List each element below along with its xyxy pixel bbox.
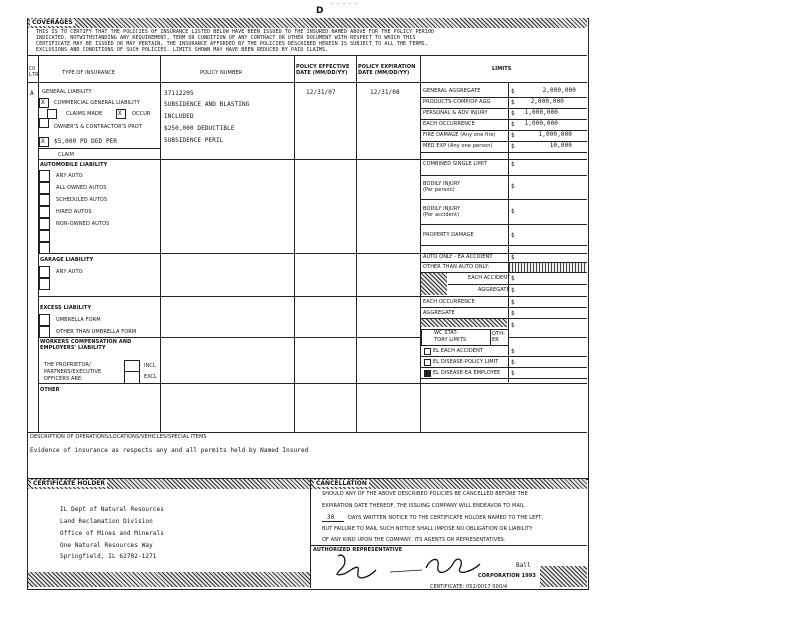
gl-deductible-mark: X xyxy=(41,138,45,145)
auto-any-checkbox[interactable] xyxy=(39,170,50,182)
notice-line-3: CERTIFICATE MAY BE ISSUED OR MAY PERTAIN, THE INSURANCE AFFORDED BY THE POLICIES DESCRIBED HEREIN IS SUBJECT TO ALL THE TERMS, xyxy=(36,41,428,47)
co-ltr-header: CO LTR xyxy=(29,66,39,78)
auto-dollar-3: $ xyxy=(511,232,515,239)
garage-limit-other: OTHER THAN AUTO ONLY: xyxy=(423,264,490,270)
signer-name: Ball xyxy=(516,562,531,569)
workers-incl-excl-box[interactable] xyxy=(124,360,140,384)
gl-limit-label-2: PERSONAL & ADV INJURY xyxy=(423,110,488,116)
gl-policy-line-1: 37112205 xyxy=(164,90,194,97)
gl-amount-1: 2,000,000 xyxy=(530,98,564,105)
gl-dollar-3: $ xyxy=(511,121,515,128)
workers-prop-3: OFFICERS ARE: xyxy=(44,376,84,382)
holder-line-1: IL Dept of Natural Resources xyxy=(60,506,164,513)
cancel-line-2: EXPIRATION DATE THEREOF, THE ISSUING COMPANY WILL ENDEAVOR TO MAIL xyxy=(322,503,525,509)
auto-limit-bi-person: BODILY INJURY xyxy=(423,181,461,187)
auto-dollar-0: $ xyxy=(511,161,515,168)
excess-dollar-0: $ xyxy=(511,299,515,306)
excess-limit-each: EACH OCCURRENCE xyxy=(423,299,475,305)
gl-claims-mark: X xyxy=(118,110,122,117)
description-text: Evidence of insurance as respects any and all permits held by Named Insured xyxy=(30,447,309,454)
type-header: TYPE OF INSURANCE xyxy=(62,70,116,76)
garage-limit-ea: AUTO ONLY - EA ACCIDENT xyxy=(423,254,493,260)
garage-hatch-a xyxy=(509,263,587,272)
gl-policy-line-3: INCLUDED xyxy=(164,113,194,120)
garage-dollar-1: $ xyxy=(511,275,515,282)
garage-limit-agg: AGGREGATE xyxy=(478,287,510,293)
garage-item-any: ANY AUTO xyxy=(56,269,83,275)
holder-line-4: One Natural Resources Way xyxy=(60,542,153,549)
gl-amount-0: 2,000,000 xyxy=(542,87,576,94)
wc-el-each-checkbox[interactable] xyxy=(424,348,431,355)
cancel-line-3: DAYS WRITTEN NOTICE TO THE CERTIFICATE HOLDER NAMED TO THE LEFT, xyxy=(348,515,544,521)
wc-oth: OTH- ER xyxy=(492,331,505,343)
garage-dollar-0: $ xyxy=(511,254,515,261)
gl-dollar-5: $ xyxy=(511,143,515,150)
holder-line-5: Springfield, IL 62702-1271 xyxy=(60,553,157,560)
auto-limit-bi-person-sub: (Per person) xyxy=(423,187,455,193)
excess-title: EXCESS LIABILITY xyxy=(40,305,92,311)
auto-item-hired: HIRED AUTOS xyxy=(56,209,92,215)
gl-amount-4: 1,000,000 xyxy=(538,131,572,138)
notice-line-2: INDICATED. NOTWITHSTANDING ANY REQUIREMENT, TERM OR CONDITION OF ANY CONTRACT OR OTHER DOCUMENT WITH RESPECT TO WHICH THIS xyxy=(36,35,416,41)
garage-limit-each: EACH ACCIDENT xyxy=(468,275,511,281)
cancel-days: 30 xyxy=(327,514,335,521)
workers-title-2: EMPLOYERS' LIABILITY xyxy=(40,345,106,351)
auto-title: AUTOMOBILE LIABILITY xyxy=(40,162,108,168)
notice-line-4: EXCLUSIONS AND CONDITIONS OF SUCH POLICIES. LIMITS SHOWN MAY HAVE BEEN REDUCED BY PAID CLAIMS. xyxy=(36,47,329,53)
wc-el-employee-checkbox[interactable] xyxy=(424,370,431,377)
auto-nonowned-checkbox[interactable] xyxy=(39,218,50,230)
excess-limit-agg: AGGREGATE xyxy=(423,310,455,316)
description-title: DESCRIPTION OF OPERATIONS/LOCATIONS/VEHICLES/SPECIAL ITEMS xyxy=(30,434,207,440)
auto-scheduled-checkbox[interactable] xyxy=(39,194,50,206)
holder-bottom-band xyxy=(28,572,310,587)
gl-limit-label-4: FIRE DAMAGE (Any one fire) xyxy=(423,132,496,138)
workers-incl: INCL xyxy=(144,363,156,369)
gl-co-ltr: A xyxy=(30,90,34,97)
cancel-line-5: OF ANY KIND UPON THE COMPANY, ITS AGENTS OR REPRESENTATIVES. xyxy=(322,537,506,543)
workers-excl: EXCL xyxy=(144,374,157,380)
certificate-footer: CERTIFICATE: 052/0017 000/4 xyxy=(430,584,508,590)
auto-item-owned: ALL OWNED AUTOS xyxy=(56,185,107,191)
cancel-line-1: SHOULD ANY OF THE ABOVE DESCRIBED POLICIES BE CANCELLED BEFORE THE xyxy=(322,491,528,497)
auto-limit-pd: PROPERTY DAMAGE xyxy=(423,232,474,238)
corporation-label: CORPORATION 1993 xyxy=(478,573,536,579)
gl-amount-5: 10,000 xyxy=(549,142,572,149)
auto-dollar-2: $ xyxy=(511,208,515,215)
gl-limit-label-3: EACH OCCURRENCE xyxy=(423,121,475,127)
limits-header: LIMITS xyxy=(492,66,512,72)
auto-blank-checkbox-1[interactable] xyxy=(39,230,50,242)
gl-dollar-0: $ xyxy=(511,88,515,95)
auto-owned-checkbox[interactable] xyxy=(39,182,50,194)
eff-date-header: POLICY EFFECTIVE DATE (MM/DD/YY) xyxy=(296,64,350,76)
wc-dollar-0: $ xyxy=(511,348,515,355)
gl-dollar-4: $ xyxy=(511,132,515,139)
wc-limit-employee: EL DISEASE-EA EMPLOYEE xyxy=(433,370,501,376)
gl-eff-date: 12/31/07 xyxy=(306,89,336,96)
corp-hatch xyxy=(540,566,587,587)
wc-stat: TORY LIMITS xyxy=(434,337,467,343)
auto-item-nonowned: NON-OWNED AUTOS xyxy=(56,221,110,227)
gl-claim-label: CLAIM xyxy=(58,152,75,158)
gl-deductible-label: $5,000 PD DED PER xyxy=(54,138,118,145)
holder-line-3: Office of Mines and Minerals xyxy=(60,530,164,537)
gl-dollar-1: $ xyxy=(511,99,515,106)
gl-blank-checkbox[interactable] xyxy=(39,118,49,128)
coverages-band xyxy=(28,18,587,28)
garage-blank-checkbox[interactable] xyxy=(39,278,50,290)
gl-commercial-label: COMMERCIAL GENERAL LIABILITY xyxy=(54,100,140,106)
gl-limit-label-1: PRODUCTS-COMP/OP AGG xyxy=(423,99,491,105)
workers-prop-1: THE PROPRIETOR/ xyxy=(44,362,91,368)
workers-prop-2: PARTNERS/EXECUTIVE xyxy=(44,369,102,375)
garage-title: GARAGE LIABILITY xyxy=(40,257,94,263)
gl-occur-label: OCCUR xyxy=(132,111,151,117)
gl-amount-3: 1,000,000 xyxy=(524,120,558,127)
auto-limit-csl: COMBINED SINGLE LIMIT xyxy=(423,161,487,167)
gl-dollar-2: $ xyxy=(511,110,515,117)
excess-item-other: OTHER THAN UMBRELLA FORM xyxy=(56,329,137,335)
form-frame xyxy=(27,18,589,480)
garage-any-checkbox[interactable] xyxy=(39,266,50,278)
wc-el-policy-checkbox[interactable] xyxy=(424,359,431,366)
other-title: OTHER xyxy=(40,387,60,393)
gl-title: GENERAL LIABILITY xyxy=(42,89,92,95)
notice-line-1: THIS IS TO CERTIFY THAT THE POLICIES OF INSURANCE LISTED BELOW HAVE BEEN ISSUED TO THE INSURED NAMED ABOVE FOR THE POLICY PERIOD xyxy=(36,29,435,35)
gl-commercial-mark: X xyxy=(41,99,45,106)
gl-claims-made-label: CLAIMS MADE xyxy=(66,111,103,117)
cancel-line-4: BUT FAILURE TO MAIL SUCH NOTICE SHALL IMPOSE NO OBLIGATION OR LIABILITY xyxy=(322,526,533,532)
wc-limit-each: EL EACH ACCIDENT xyxy=(433,348,484,354)
gl-owners-label: OWNER'S & CONTRACTOR'S PROT xyxy=(54,124,142,130)
policy-number-header: POLICY NUMBER xyxy=(200,70,243,76)
authorized-label: AUTHORIZED REPRESENTATIVE xyxy=(313,547,403,553)
auto-item-any: ANY AUTO xyxy=(56,173,83,179)
excess-item-umbrella: UMBRELLA FORM xyxy=(56,317,101,323)
auto-dollar-1: $ xyxy=(511,183,515,190)
wc-stat-top: WC STAT- xyxy=(434,330,459,336)
gl-amount-2: 1,000,000 xyxy=(524,109,558,116)
auto-limit-bi-accident-sub: (Per accident) xyxy=(423,212,460,218)
top-fragment: . . . . . xyxy=(330,0,358,6)
gl-exp-date: 12/31/08 xyxy=(370,89,400,96)
cancellation-title: CANCELLATION xyxy=(316,480,367,487)
gl-limit-label-5: MED EXP (Any one person) xyxy=(423,143,493,149)
gl-policy-line-4: $250,000 DEDUCTIBLE xyxy=(164,125,235,132)
garage-dollar-2: $ xyxy=(511,287,515,294)
gl-limit-label-0: GENERAL AGGREGATE xyxy=(423,88,481,94)
excess-dollar-2: $ xyxy=(511,322,515,329)
coverages-label: COVERAGES xyxy=(32,19,73,26)
wc-dollar-1: $ xyxy=(511,359,515,366)
holder-line-2: Land Reclamation Division xyxy=(60,518,153,525)
header-letter: D xyxy=(316,6,324,16)
auto-hired-checkbox[interactable] xyxy=(39,206,50,218)
gl-policy-line-2: SUBSIDENCE AND BLASTING xyxy=(164,101,250,108)
wc-limit-policy: EL DISEASE-POLICY LIMIT xyxy=(433,359,499,365)
workers-title-1: WORKERS COMPENSATION AND xyxy=(40,339,132,345)
garage-hatch-b xyxy=(421,273,447,295)
excess-umbrella-checkbox[interactable] xyxy=(39,314,50,326)
excess-dollar-1: $ xyxy=(511,310,515,317)
gl-policy-line-5: SUBSIDENCE PERIL xyxy=(164,137,224,144)
auto-limit-bi-accident: BODILY INJURY xyxy=(423,206,461,212)
holder-title: CERTIFICATE HOLDER xyxy=(33,480,106,487)
excess-hatch xyxy=(421,319,507,327)
exp-date-header: POLICY EXPIRATION DATE (MM/DD/YY) xyxy=(358,64,416,76)
wc-dollar-2: $ xyxy=(511,370,515,377)
auto-item-scheduled: SCHEDULED AUTOS xyxy=(56,197,108,203)
